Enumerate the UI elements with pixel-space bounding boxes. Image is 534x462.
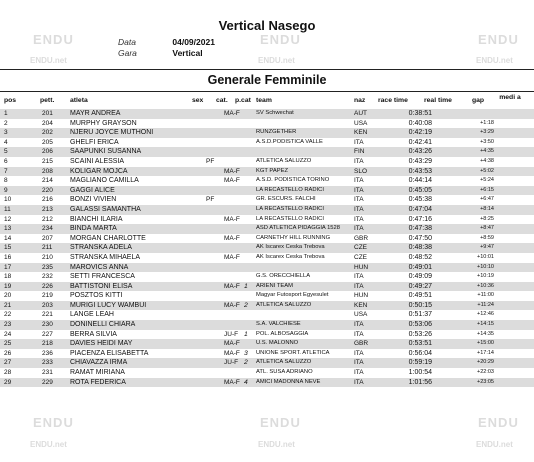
race-label: Gara (118, 48, 137, 58)
cell-pos: 12 (4, 215, 12, 223)
cell-pos: 13 (4, 225, 12, 233)
cell-atleta: PIACENZA ELISABETTA (70, 349, 149, 357)
cell-atleta: DAVIES HEIDI MAY (70, 340, 133, 348)
table-row (0, 368, 534, 378)
section-title: Generale Femminile (207, 73, 327, 87)
cell-gap: +9:47 (480, 244, 494, 251)
cell-gap: +5:24 (480, 177, 494, 184)
cell-atleta: KOLIGAR MOJCA (70, 167, 128, 175)
cell-pos: 11 (4, 205, 11, 213)
table-row (0, 147, 534, 157)
cell-gap: +8:59 (480, 234, 494, 241)
table-row (0, 119, 534, 129)
cell-team: Magyar Futosport Egyesulet (256, 292, 329, 299)
table-row (0, 310, 534, 320)
cell-cat: JU-F (224, 330, 239, 338)
cell-pos: 5 (4, 148, 8, 156)
cell-naz: ITA (354, 177, 364, 185)
cell-atleta: GHELFI ERICA (70, 138, 119, 146)
cell-naz: FIN (354, 148, 365, 156)
cell-team: A.S.D.PODISTICA VALLE (256, 138, 323, 145)
cell-naz: ITA (354, 378, 364, 386)
cell-team: GR. ESCURS. FALCHI (256, 196, 316, 203)
cell-naz: CZE (354, 244, 367, 252)
cell-race: 0:49:09 (408, 273, 432, 281)
cell-pett: 215 (42, 157, 53, 165)
cell-team: RUNZGETHER (256, 129, 297, 136)
cell-pos: 6 (4, 157, 8, 165)
cell-pos: 27 (4, 359, 12, 367)
table-row (0, 195, 534, 205)
date-label: Data (118, 37, 136, 47)
cell-atleta: MAGLIANO CAMILLA (70, 177, 139, 185)
cell-cat: MA-F (224, 177, 240, 185)
cell-naz: SLO (354, 167, 368, 175)
cell-race: 0:43:29 (408, 157, 432, 165)
cell-race: 0:44:14 (408, 177, 432, 185)
cell-pcat: 4 (244, 378, 248, 386)
cell-team: ATLETICA SALUZZO (256, 157, 312, 164)
table-row (0, 263, 534, 273)
cell-atleta: CHIAVAZZA IRMA (70, 359, 128, 367)
cell-atleta: GALASSI SAMANTHA (70, 205, 141, 213)
cell-gap: +6:47 (480, 196, 494, 203)
cell-cat: MA-F (224, 234, 240, 242)
cell-atleta: STRANSKA MIHAELA (70, 253, 141, 261)
cell-pett: 210 (42, 253, 53, 261)
race-line (118, 48, 203, 58)
cell-atleta: ROTA FEDERICA (70, 378, 126, 386)
table-row (0, 282, 534, 292)
cell-gap: +10:19 (477, 273, 494, 280)
cell-atleta: BERRA SILVIA (70, 330, 117, 338)
cell-atleta: BONZI VIVIEN (70, 196, 117, 204)
cell-race: 0:47:38 (408, 225, 432, 233)
cell-gap: +23:05 (477, 378, 494, 385)
table-row (0, 339, 534, 349)
cell-race: 1:00:54 (408, 369, 432, 377)
table-row (0, 138, 534, 148)
cell-pos: 19 (4, 282, 12, 290)
watermark: ENDU (260, 415, 301, 430)
cell-team: AMICI MADONNA NEVE (256, 378, 321, 385)
cell-gap: +11:00 (477, 292, 494, 299)
table-row (0, 330, 534, 340)
cell-pett: 234 (42, 225, 53, 233)
cell-race: 0:48:38 (408, 244, 432, 252)
cell-sex: PF (206, 196, 215, 204)
section-divider (0, 91, 534, 92)
cell-pos: 21 (4, 301, 12, 309)
date-value: 04/09/2021 (172, 37, 215, 47)
watermark: ENDU (33, 415, 74, 430)
cell-pos: 14 (4, 234, 12, 242)
cell-atleta: STRANSKA ADELA (70, 244, 132, 252)
table-row (0, 243, 534, 253)
cell-naz: ITA (354, 273, 364, 281)
cell-gap: +10:10 (477, 263, 494, 270)
cell-naz: USA (354, 311, 368, 319)
cell-pett: 227 (42, 330, 53, 338)
cell-naz: ITA (354, 330, 364, 338)
cell-race: 0:43:26 (408, 148, 432, 156)
cell-atleta: RAMAT MIRIANA (70, 369, 125, 377)
cell-team: AK Iscarex Ceska Trebova (256, 244, 325, 251)
cell-race: 0:47:16 (408, 215, 432, 223)
cell-team: S.A. VALCHIESE (256, 321, 301, 328)
cell-pcat: 2 (244, 359, 248, 367)
cell-race: 0:42:19 (408, 129, 432, 137)
cell-gap: +22:03 (477, 369, 494, 376)
cell-pos: 24 (4, 330, 12, 338)
watermark: ENDU (260, 32, 301, 47)
cell-atleta: GAGGI ALICE (70, 186, 115, 194)
cell-team: LA RECASTELLO RADICI (256, 205, 324, 212)
cell-race: 0:38:51 (408, 110, 432, 117)
col-race-time: race time (378, 97, 408, 104)
cell-atleta: BINDA MARTA (70, 225, 117, 233)
cell-gap: +3:50 (480, 138, 494, 145)
table-row (0, 378, 534, 388)
cell-pett: 202 (42, 129, 53, 137)
cell-team: SV Schwechat (256, 110, 294, 116)
cell-gap: +10:36 (477, 282, 494, 289)
cell-team: LA RECASTELLO RADICI (256, 215, 324, 222)
cell-pett: 211 (42, 244, 53, 252)
cell-pcat: 1 (244, 330, 248, 338)
cell-atleta: LANGE LEAH (70, 311, 114, 319)
table-row (0, 253, 534, 263)
cell-pos: 15 (4, 244, 12, 252)
cell-gap: +8:14 (480, 205, 494, 212)
cell-cat: MA-F (224, 110, 240, 117)
date-line (118, 37, 215, 47)
table-row (0, 157, 534, 167)
table-row (0, 128, 534, 138)
cell-pett: 213 (42, 205, 53, 213)
cell-team: ATL. SUSA ADRIANO (256, 369, 313, 376)
cell-cat: MA-F (224, 340, 240, 348)
cell-gap: +8:47 (480, 225, 494, 232)
cell-race: 0:45:05 (408, 186, 432, 194)
cell-race: 0:42:41 (408, 138, 432, 146)
cell-pett: 221 (42, 311, 53, 319)
cell-cat: MA-F (224, 167, 240, 175)
table-row (0, 320, 534, 330)
cell-pett: 226 (42, 282, 53, 290)
table-row (0, 291, 534, 301)
cell-naz: ITA (354, 186, 364, 194)
cell-gap: +17:14 (477, 349, 494, 356)
cell-pos: 4 (4, 138, 8, 146)
cell-pett: 204 (42, 119, 53, 127)
cell-atleta: SETTI FRANCESCA (70, 273, 135, 281)
cell-naz: ITA (354, 196, 364, 204)
cell-atleta: DONINELLI CHIARA (70, 321, 136, 329)
cell-cat: MA-F (224, 282, 240, 290)
cell-gap: +1:18 (480, 119, 494, 126)
cell-race: 0:45:38 (408, 196, 432, 204)
cell-race: 0:40:08 (408, 119, 432, 127)
cell-gap: +14:35 (477, 330, 494, 337)
cell-pett: 216 (42, 196, 53, 204)
cell-race: 0:51:37 (408, 311, 432, 319)
cell-naz: GBR (354, 340, 369, 348)
cell-pos: 3 (4, 129, 8, 137)
cell-race: 0:47:50 (408, 234, 432, 242)
race-value: Vertical (172, 48, 203, 58)
col-naz: naz (354, 97, 366, 104)
cell-pett: 218 (42, 340, 53, 348)
cell-team: ATLETICA SALUZZO (256, 301, 312, 308)
cell-race: 0:53:51 (408, 340, 432, 348)
cell-cat: MA-F (224, 253, 240, 261)
cell-gap: +4:38 (480, 157, 494, 164)
col-media: medi a (499, 94, 521, 101)
cell-race: 0:43:53 (408, 167, 432, 175)
cell-naz: ITA (354, 138, 364, 146)
watermark: ENDU.net (476, 440, 513, 449)
cell-pett: 232 (42, 273, 53, 281)
cell-atleta: BATTISTONI ELISA (70, 282, 133, 290)
table-header (0, 95, 534, 109)
cell-atleta: BIANCHI ILARIA (70, 215, 123, 223)
cell-gap: +3:29 (480, 129, 494, 136)
cell-pett: 233 (42, 359, 53, 367)
cell-pett: 208 (42, 167, 53, 175)
table-row (0, 186, 534, 196)
col-pett: pett. (40, 97, 55, 104)
cell-atleta: SCAINI ALESSIA (70, 157, 125, 165)
cell-pett: 212 (42, 215, 53, 223)
cell-pett: 203 (42, 301, 53, 309)
cell-naz: AUT (354, 110, 367, 117)
cell-team: UNIONE SPORT. ATLETICA (256, 349, 330, 356)
cell-race: 0:53:06 (408, 321, 432, 329)
cell-naz: ITA (354, 359, 364, 367)
cell-atleta: NJERU JOYCE MUTHONI (70, 129, 154, 137)
cell-pcat: 1 (244, 282, 248, 290)
cell-pos: 1 (4, 110, 8, 117)
cell-cat: JU-F (224, 359, 239, 367)
cell-gap: +10:01 (477, 253, 494, 260)
cell-naz: ITA (354, 215, 364, 223)
cell-pett: 235 (42, 263, 53, 271)
cell-team: POL. ALBOSAGGIA (256, 330, 309, 337)
table-row (0, 272, 534, 282)
cell-team: ARIENI TEAM (256, 282, 293, 289)
watermark: ENDU (478, 415, 519, 430)
cell-race: 0:53:26 (408, 330, 432, 338)
cell-team: KGT PAPEZ (256, 167, 288, 174)
table-row (0, 234, 534, 244)
table-row (0, 205, 534, 215)
cell-gap: +5:02 (480, 167, 494, 174)
cell-race: 0:49:01 (408, 263, 432, 271)
col-gap: gap (472, 97, 485, 104)
cell-pett: 231 (42, 369, 53, 377)
cell-team: AK Iscarex Ceska Trebova (256, 253, 325, 260)
cell-team: ATLETICA SALUZZO (256, 359, 312, 366)
cell-pett: 236 (42, 349, 53, 357)
cell-team: CARNETHY HILL RUNNING (256, 234, 331, 241)
table-row (0, 224, 534, 234)
cell-pett: 206 (42, 148, 53, 156)
table-row (0, 301, 534, 311)
cell-naz: ITA (354, 157, 364, 165)
cell-atleta: MAYR ANDREA (70, 110, 121, 117)
cell-naz: ITA (354, 369, 364, 377)
cell-atleta: SAAPUNKI SUSANNA (70, 148, 142, 156)
cell-pos: 10 (4, 196, 12, 204)
cell-pos: 18 (4, 273, 12, 281)
cell-cat: MA-F (224, 215, 240, 223)
watermark: ENDU.net (30, 56, 67, 65)
cell-race: 0:49:51 (408, 292, 432, 300)
cell-pett: 219 (42, 292, 53, 300)
cell-team: A.S.D. PODISTICA TORINO (256, 177, 330, 184)
cell-gap: +6:15 (480, 186, 494, 193)
cell-pos: 2 (4, 119, 8, 127)
cell-sex: PF (206, 157, 215, 165)
cell-gap: +20:29 (477, 359, 494, 366)
col-real-time: real time (424, 97, 452, 104)
cell-pos: 7 (4, 167, 8, 175)
results-table (0, 109, 534, 387)
cell-naz: ITA (354, 205, 364, 213)
watermark: ENDU.net (30, 440, 67, 449)
cell-naz: KEN (354, 301, 368, 309)
cell-gap: +11:24 (477, 301, 494, 308)
cell-gap: +4:35 (480, 148, 494, 155)
cell-cat: MA-F (224, 349, 240, 357)
cell-pett: 220 (42, 186, 53, 194)
col-sex: sex (192, 97, 204, 104)
cell-team: ASD ATLETICA PIDAGGIA 1528 (256, 225, 340, 232)
col-atleta: atleta (70, 97, 88, 104)
cell-pett: 207 (42, 234, 53, 242)
col-team: team (256, 97, 272, 104)
cell-race: 1:01:56 (408, 378, 432, 386)
cell-atleta: POSZTOS KITTI (70, 292, 123, 300)
cell-naz: CZE (354, 253, 367, 261)
cell-pett: 214 (42, 177, 53, 185)
table-row (0, 358, 534, 368)
cell-team: G.S. ORECCHIELLA (256, 273, 311, 280)
cell-naz: ITA (354, 349, 364, 357)
cell-pos: 26 (4, 349, 12, 357)
cell-naz: USA (354, 119, 368, 127)
page-title: Vertical Nasego (218, 18, 316, 33)
cell-pos: 23 (4, 321, 12, 329)
cell-race: 0:59:19 (408, 359, 432, 367)
cell-atleta: MAROVICS ANNA (70, 263, 129, 271)
cell-pett: 229 (42, 378, 53, 386)
cell-race: 0:47:04 (408, 205, 432, 213)
cell-gap: +15:00 (477, 340, 494, 347)
cell-cat: MA-F (224, 301, 240, 309)
cell-naz: KEN (354, 129, 368, 137)
cell-race: 0:49:27 (408, 282, 432, 290)
cell-naz: ITA (354, 282, 364, 290)
table-row (0, 167, 534, 177)
cell-pos: 28 (4, 369, 12, 377)
cell-pcat: 3 (244, 349, 248, 357)
col-cat: cat. (216, 97, 228, 104)
table-row (0, 109, 534, 119)
cell-gap: +12:46 (477, 311, 494, 318)
header-divider (0, 69, 534, 70)
cell-pett: 230 (42, 321, 53, 329)
table-row (0, 349, 534, 359)
cell-gap: +8:25 (480, 215, 494, 222)
cell-team: LA RECASTELLO RADICI (256, 186, 324, 193)
cell-pos: 9 (4, 186, 8, 194)
cell-pcat: 2 (244, 301, 248, 309)
watermark: ENDU (33, 32, 74, 47)
cell-pett: 205 (42, 138, 53, 146)
cell-atleta: MURPHY GRAYSON (70, 119, 137, 127)
cell-pos: 25 (4, 340, 12, 348)
col-pos: pos (4, 97, 17, 104)
cell-naz: ITA (354, 225, 364, 233)
cell-pos: 8 (4, 177, 8, 185)
table-row (0, 176, 534, 186)
watermark: ENDU (478, 32, 519, 47)
col-pcat: p.cat (235, 97, 251, 104)
cell-pos: 22 (4, 311, 12, 319)
cell-pos: 20 (4, 292, 12, 300)
watermark: ENDU.net (476, 56, 513, 65)
cell-naz: GBR (354, 234, 369, 242)
table-row (0, 215, 534, 225)
cell-pos: 16 (4, 253, 12, 261)
cell-naz: HUN (354, 263, 369, 271)
watermark: ENDU.net (258, 440, 295, 449)
cell-naz: ITA (354, 321, 364, 329)
cell-pos: 29 (4, 378, 12, 386)
cell-atleta: MURIGI LUCY WAMBUI (70, 301, 147, 309)
watermark: ENDU.net (258, 56, 295, 65)
cell-race: 0:50:15 (408, 301, 432, 309)
cell-pos: 17 (4, 263, 12, 271)
cell-naz: HUN (354, 292, 369, 300)
cell-cat: MA-F (224, 378, 240, 386)
cell-gap: +14:15 (477, 321, 494, 328)
cell-atleta: MORGAN CHARLOTTE (70, 234, 146, 242)
cell-pett: 201 (42, 110, 53, 117)
cell-race: 0:48:52 (408, 253, 432, 261)
cell-team: U.S. MALONNO (256, 340, 299, 347)
cell-race: 0:56:04 (408, 349, 432, 357)
